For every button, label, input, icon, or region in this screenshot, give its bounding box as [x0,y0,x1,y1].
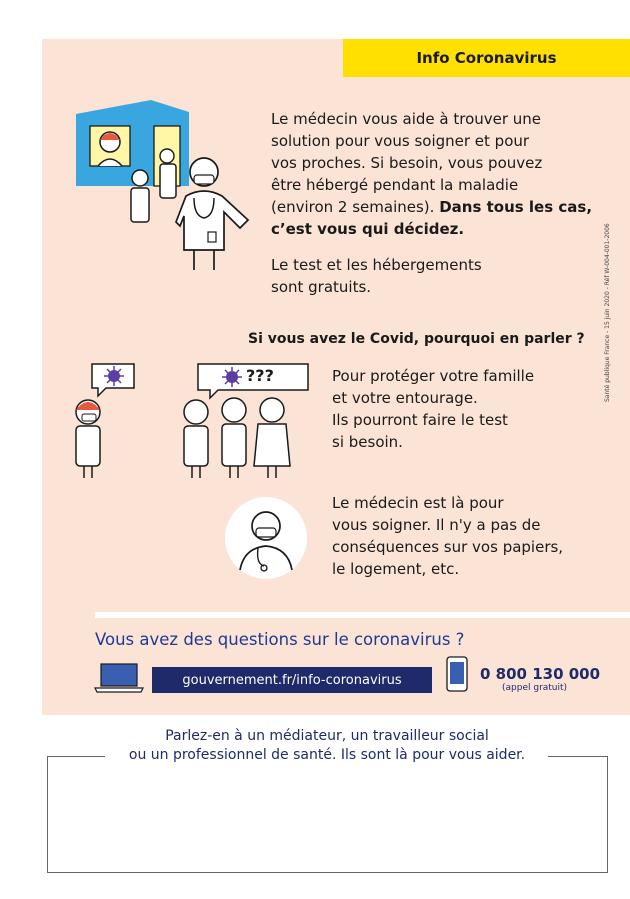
house-illustration [76,98,276,278]
speaking-person-illustration [70,362,140,482]
phone-number[interactable]: 0 800 130 000 [480,665,601,683]
phone-note: (appel gratuit) [502,683,568,693]
family-illustration [178,362,308,482]
doctor-portrait-illustration [222,494,312,584]
intro-text: Le médecin vous aide à trouver une solution pour vous soigner et pour vos proches. Si besoin, vous pouvez être hébergé pendant la maladie (environ 2 semaines). Dans tous les cas, c’est vous qui décidez. [271,110,593,238]
question-bubble-text: ??? [246,366,274,385]
phone-icon [446,656,470,692]
notes-field-box[interactable] [47,756,608,873]
family-text: Pour protéger votre famille et votre entourage. Ils pourront faire le test si besoin. [332,367,535,451]
free-test-text: Le test et les hébergements sont gratuits. [271,256,482,296]
laptop-icon [95,662,145,692]
info-tag: Info Coronavirus [343,39,630,77]
contact-title: Vous avez des questions sur le coronavirus ? [95,630,465,649]
question-heading: Si vous avez le Covid, pourquoi en parler ? [248,331,585,347]
field-top-right-line [548,756,607,757]
field-top-left-line [47,756,105,757]
divider [95,612,630,618]
publication-note: Santé publique France - 15 juin 2020 - Réf W-004-001-2006 [604,223,611,402]
info-website-link[interactable]: gouvernement.fr/info-coronavirus [152,667,432,693]
doctor-text: Le médecin est là pour vous soigner. Il n'y a pas de conséquences sur vos papiers, le logement, etc. [332,494,564,578]
footer-text: Parlez-en à un médiateur, un travailleur social ou un professionnel de santé. Ils sont là pour vous aider. [128,728,526,763]
